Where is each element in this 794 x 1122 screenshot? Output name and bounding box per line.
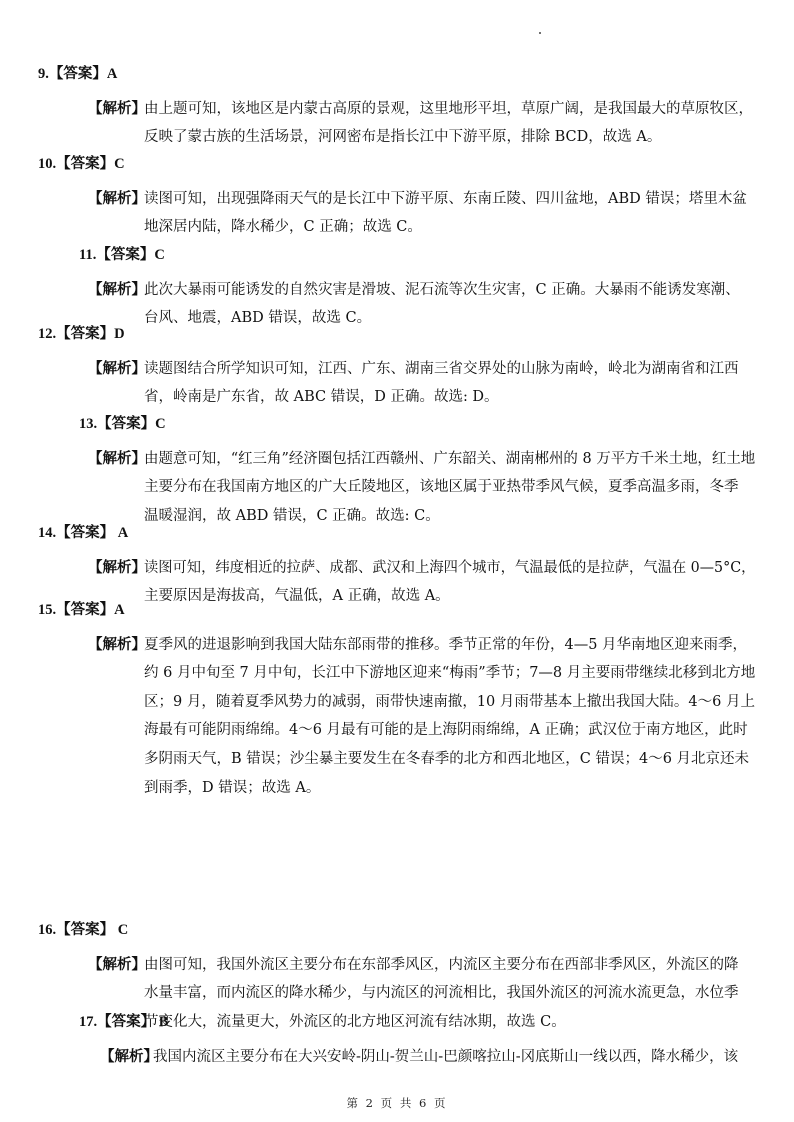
header-dot <box>539 32 541 34</box>
explanation-text-line: 主要原因是海拔高，气温低，A 正确，故选 A。 <box>144 588 450 605</box>
explanation-text-line: 我国内流区主要分布在大兴安岭-阴山-贺兰山-巴颜喀拉山-冈底斯山一线以西，降水稀少，该 <box>153 1048 739 1065</box>
explanation-text-line: 此次大暴雨可能诱发的自然灾害是滑坡、泥石流等次生灾害，C 正确。大暴雨不能诱发寒潮、 <box>144 281 740 298</box>
explanation-text-line: 读图可知，纬度相近的拉萨、成都、武汉和上海四个城市，气温最低的是拉萨，气温在 0—5°C， <box>144 559 756 576</box>
explanation-text-line: 水量丰富，而内流区的降水稀少，与内流区的河流相比，我国外流区的河流水流更急，水位季 <box>144 985 739 1002</box>
explanation-label: 【解析】 <box>88 99 146 117</box>
answer-line: 10.【答案】C <box>38 156 125 172</box>
explanation-text-line: 台风、地震，ABD 错误，故选 C。 <box>144 310 372 327</box>
explanation-label: 【解析】 <box>88 189 146 207</box>
explanation-text-line: 省，岭南是广东省，故 ABC 错误，D 正确。故选: D。 <box>144 389 499 406</box>
explanation-text-line: 读题图结合所学知识可知，江西、广东、湖南三省交界处的山脉为南岭，岭北为湖南省和江西 <box>144 360 739 377</box>
explanation-text-line: 约 6 月中旬至 7 月中旬，长江中下游地区迎来“梅雨”季节；7—8 月主要雨带继续北移到北方地 <box>144 665 756 682</box>
explanation-text-line: 夏季风的进退影响到我国大陆东部雨带的推移。季节正常的年份，4—5 月华南地区迎来雨季， <box>144 636 748 653</box>
answer-line: 11.【答案】C <box>79 247 165 263</box>
explanation-text-line: 读图可知，出现强降雨天气的是长江中下游平原、东南丘陵、四川盆地，ABD 错误；塔里木盆 <box>144 190 747 207</box>
explanation-label: 【解析】 <box>100 1047 158 1065</box>
answer-line: 9.【答案】A <box>38 66 118 82</box>
explanation-label: 【解析】 <box>88 280 146 298</box>
explanation-text-line: 地深居内陆，降水稀少，C 正确；故选 C。 <box>144 219 422 236</box>
answer-line: 16.【答案】 C <box>38 922 129 938</box>
explanation-text-line: 到雨季，D 错误；故选 A。 <box>144 779 321 796</box>
explanation-text-line: 由图可知，我国外流区主要分布在东部季风区，内流区主要分布在西部非季风区，外流区的降 <box>144 956 739 973</box>
answer-line: 15.【答案】A <box>38 602 125 618</box>
explanation-label: 【解析】 <box>88 558 146 576</box>
explanation-text-line: 区；9 月，随着夏季风势力的减弱，雨带快速南撤，10 月雨带基本上撤出我国大陆。4～6 月上 <box>144 693 755 710</box>
answer-line: 17.【答案】 B <box>79 1014 169 1030</box>
explanation-text-line: 由题意可知，“红三角”经济圈包括江西赣州、广东韶关、湖南郴州的 8 万平方千米土地，红土地 <box>144 450 756 467</box>
explanation-text-line: 节变化大，流量更大，外流区的北方地区河流有结冰期，故选 C。 <box>144 1013 566 1030</box>
explanation-label: 【解析】 <box>88 955 146 973</box>
answer-line: 12.【答案】D <box>38 326 125 342</box>
explanation-label: 【解析】 <box>88 635 146 653</box>
explanation-text-line: 海最有可能阴雨绵绵。4～6 月最有可能的是上海阴雨绵绵，A 正确；武汉位于南方地区，此时 <box>144 722 748 739</box>
explanation-label: 【解析】 <box>88 359 146 377</box>
explanation-text-line: 主要分布在我国南方地区的广大丘陵地区，该地区属于亚热带季风气候，夏季高温多雨，冬季 <box>144 479 739 496</box>
explanation-text-line: 温暖湿润，故 ABD 错误，C 正确。故选: C。 <box>144 507 440 524</box>
answer-line: 14.【答案】 A <box>38 525 129 541</box>
explanation-label: 【解析】 <box>88 449 146 467</box>
explanation-text-line: 多阴雨天气，B 错误；沙尘暴主要发生在冬春季的北方和西北地区，C 错误；4～6 月北京还未 <box>144 750 750 767</box>
page-footer: 第 2 页 共 6 页 <box>346 1096 448 1110</box>
answer-line: 13.【答案】C <box>79 416 166 432</box>
explanation-text-line: 反映了蒙古族的生活场景，河网密布是指长江中下游平原，排除 BCD，故选 A。 <box>144 129 662 146</box>
explanation-text-line: 由上题可知，该地区是内蒙古高原的景观，这里地形平坦，草原广阔，是我国最大的草原牧区， <box>144 100 753 117</box>
